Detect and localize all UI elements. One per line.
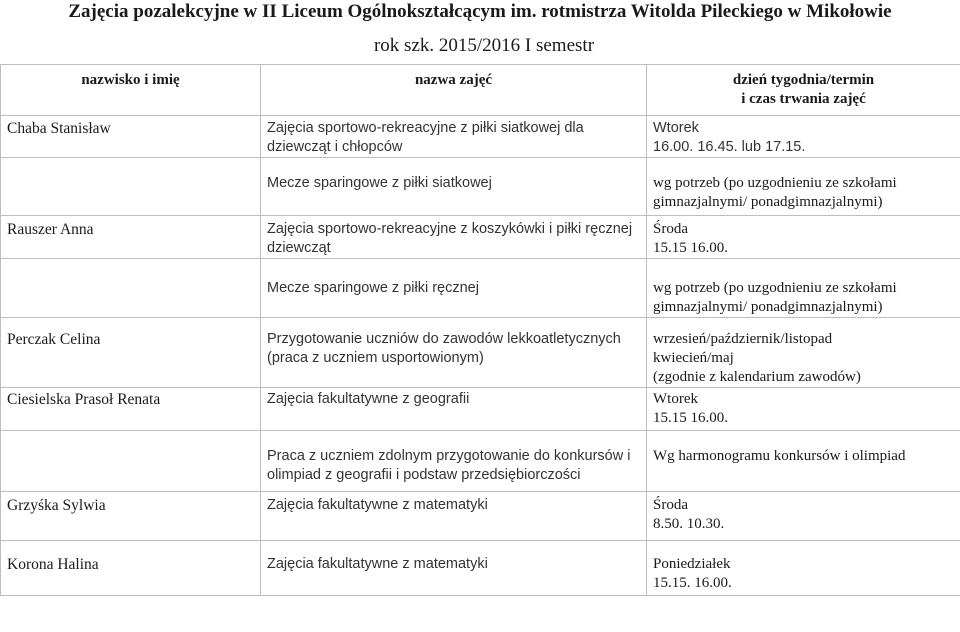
column-header-term: dzień tygodnia/termin i czas trwania zajęć bbox=[647, 65, 960, 116]
activity-term: wg potrzeb (po uzgodnieniu ze szkołami gimnazjalnymi/ ponadgimnazjalnymi) bbox=[647, 158, 960, 216]
activity-name: Praca z uczniem zdolnym przygotowanie do konkursów i olimpiad z geografii i podstaw przedsiębiorczości bbox=[261, 431, 647, 492]
activity-name: Mecze sparingowe z piłki siatkowej bbox=[261, 158, 647, 216]
teacher-name: Korona Halina bbox=[1, 541, 261, 596]
activity-term: Środa 8.50. 10.30. bbox=[647, 492, 960, 541]
teacher-name: Ciesielska Prasoł Renata bbox=[1, 388, 261, 431]
activity-name: Zajęcia sportowo-rekreacyjne z piłki siatkowej dla dziewcząt i chłopców bbox=[261, 116, 647, 158]
table-row bbox=[1, 259, 960, 318]
table-row bbox=[1, 158, 960, 216]
activity-term: Wtorek 16.00. 16.45. lub 17.15. bbox=[647, 116, 960, 158]
activity-term: wg potrzeb (po uzgodnieniu ze szkołami gimnazjalnymi/ ponadgimnazjalnymi) bbox=[647, 259, 960, 318]
teacher-name: Perczak Celina bbox=[1, 318, 261, 388]
teacher-name bbox=[1, 158, 261, 216]
page-subtitle: rok szk. 2015/2016 I semestr bbox=[373, 35, 595, 56]
teacher-name bbox=[1, 431, 261, 492]
activity-term: Wtorek 15.15 16.00. bbox=[647, 388, 960, 431]
table-row bbox=[1, 318, 960, 388]
activity-name: Zajęcia fakultatywne z matematyki bbox=[261, 541, 647, 596]
table-row bbox=[1, 216, 960, 259]
table-row bbox=[1, 116, 960, 158]
activity-name: Przygotowanie uczniów do zawodów lekkoatletycznych (praca z uczniem usportowionym) bbox=[261, 318, 647, 388]
teacher-name: Grzyśka Sylwia bbox=[1, 492, 261, 541]
column-header-activity: nazwa zajęć bbox=[261, 65, 647, 116]
teacher-name: Chaba Stanisław bbox=[1, 116, 261, 158]
column-header-name: nazwisko i imię bbox=[1, 65, 261, 116]
activity-name: Zajęcia fakultatywne z geografii bbox=[261, 388, 647, 431]
table-row bbox=[1, 431, 960, 492]
activity-name: Zajęcia fakultatywne z matematyki bbox=[261, 492, 647, 541]
activity-term: Wg harmonogramu konkursów i olimpiad bbox=[647, 431, 960, 492]
teacher-name: Rauszer Anna bbox=[1, 216, 261, 259]
activity-term: Poniedziałek 15.15. 16.00. bbox=[647, 541, 960, 596]
activity-term: Środa 15.15 16.00. bbox=[647, 216, 960, 259]
activity-name: Mecze sparingowe z piłki ręcznej bbox=[261, 259, 647, 318]
table-row bbox=[1, 388, 960, 431]
table-header-row bbox=[1, 65, 960, 116]
schedule-table bbox=[0, 64, 960, 596]
activity-term: wrzesień/październik/listopad kwiecień/maj (zgodnie z kalendarium zawodów) bbox=[647, 318, 960, 388]
page-title: Zajęcia pozalekcyjne w II Liceum Ogólnokształcącym im. rotmistrza Witolda Pileckiego w Mikołowie bbox=[68, 1, 892, 22]
activity-name: Zajęcia sportowo-rekreacyjne z koszykówki i piłki ręcznej dziewcząt bbox=[261, 216, 647, 259]
table-row bbox=[1, 541, 960, 596]
teacher-name bbox=[1, 259, 261, 318]
table-row bbox=[1, 492, 960, 541]
